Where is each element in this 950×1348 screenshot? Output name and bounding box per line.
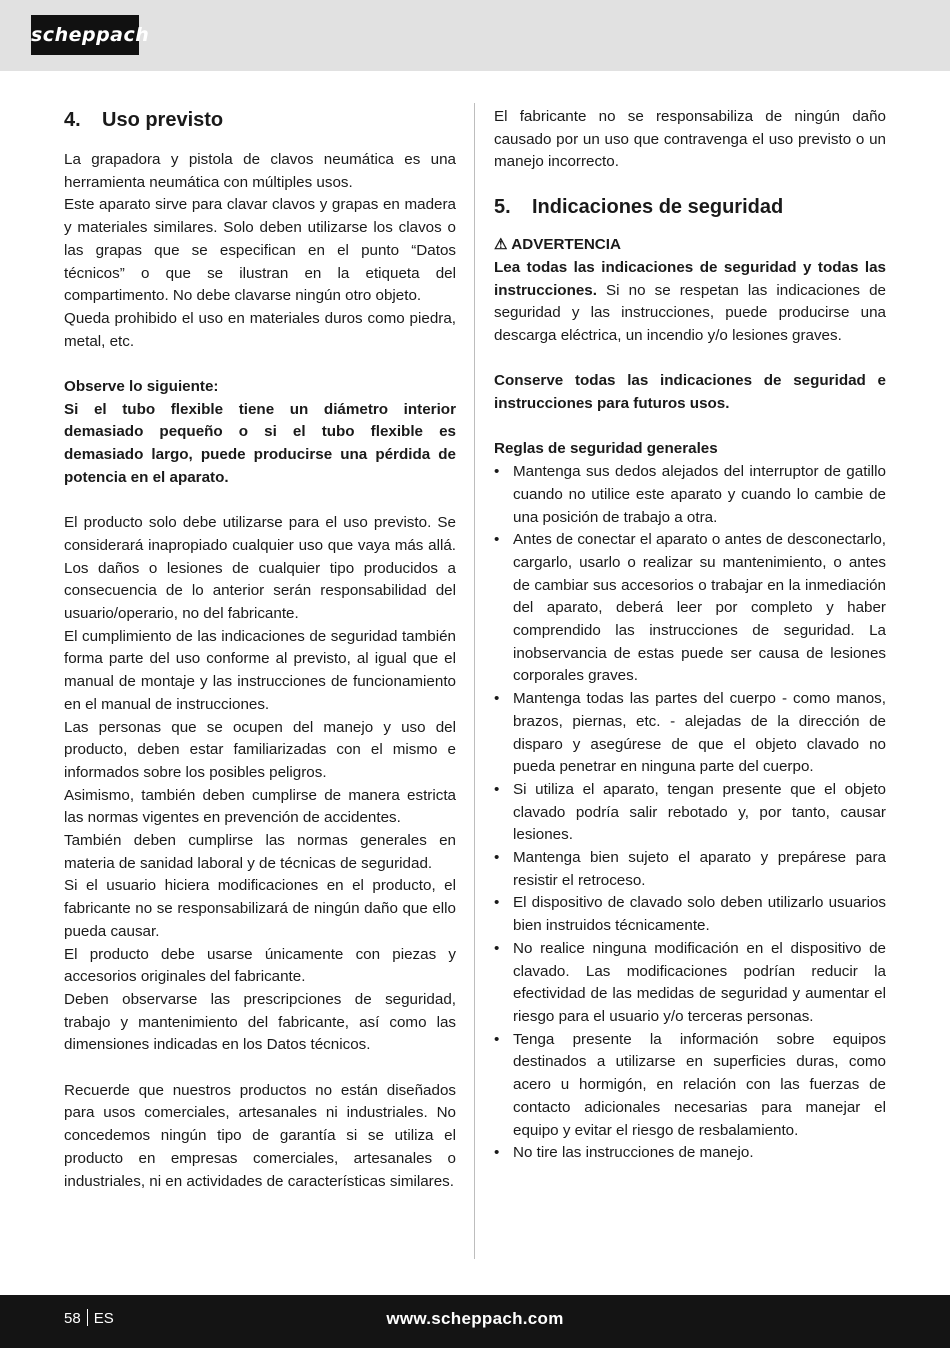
paragraph: Asimismo, también deben cumplirse de manera estricta las normas vigentes en prevención de accidentes. <box>64 786 456 827</box>
list-item: • El dispositivo de clavado solo deben utilizarlo usuarios bien instruidos técnicamente. <box>494 892 886 937</box>
warning-bold: Lea todas las indicaciones de seguridad y todas las instrucciones. <box>494 258 886 299</box>
language-code: ES <box>93 1310 114 1327</box>
list-item: • Mantenga sus dedos alejados del interruptor de gatillo cuando no utilice este aparato y cuando lo cambie de una posición de trabajo a otra. <box>494 461 886 529</box>
right-column <box>494 106 886 1165</box>
paragraph: Este aparato sirve para clavar clavos y grapas en madera y materiales similares. Solo deben utilizarse los clavos o las grapas que se especifican en el punto “Datos técnicos” o que se ilustran en la etiqueta del compartimento. No debe clavarse ningún otro objeto. <box>64 196 456 305</box>
list-item: • Mantenga todas las partes del cuerpo - como manos, brazos, piernas, etc. - alejadas de la dirección de disparo y asegúrese de que el objeto clavado no pueda penetrar en ninguna parte del cuerpo. <box>494 688 886 779</box>
paragraph: El fabricante no se responsabiliza de ningún daño causado por un uso que contravenga el uso previsto o un manejo incorrecto. <box>494 108 886 171</box>
paragraph: Las personas que se ocupen del manejo y uso del producto, deben estar familiarizadas con el mismo e informados sobre los posibles peligros. <box>64 718 456 781</box>
paragraph: Queda prohibido el uso en materiales duros como piedra, metal, etc. <box>64 309 456 350</box>
paragraph: El producto solo debe utilizarse para el uso previsto. Se considerará inapropiado cualquier uso que vaya más allá. Los daños o lesiones de cualquier tipo producidos a consecuencia de lo anterior serán responsabilidad del usuario/operario, no del fabricante. <box>64 514 456 623</box>
note-text: Si el tubo flexible tiene un diámetro interior demasiado pequeño o si el tubo flexible es demasiado largo, puede producirse una pérdida de potencia en el aparato. <box>64 400 456 486</box>
section-5-heading <box>494 193 886 221</box>
list-item: • Mantenga bien sujeto el aparato y prepárese para resistir el retroceso. <box>494 847 886 892</box>
list-item: • Tenga presente la información sobre equipos destinados a utilizarse en superficies duras, como acero u hormigón, en relación con las fuerzas de contacto adicionales necesarias para manejar el equipo y evitar el riesgo de resbalamiento. <box>494 1029 886 1143</box>
warning-label: ⚠ ADVERTENCIA <box>494 236 621 254</box>
section-4-title: Uso previsto <box>102 109 224 131</box>
page-header <box>0 0 950 71</box>
warning-paragraph <box>494 257 886 348</box>
left-column <box>64 106 456 1193</box>
rules-list <box>494 461 886 1165</box>
section-5-number: 5. <box>494 196 511 219</box>
list-item: • No realice ninguna modificación en el dispositivo de clavado. Las modificaciones podrían reducir la efectividad de las medidas de seguridad y aumentar el riesgo para el usuario y/o terceras personas. <box>494 938 886 1029</box>
website-url[interactable]: www.scheppach.com <box>386 1309 564 1328</box>
note-title: Observe lo siguiente: <box>64 378 219 396</box>
column-divider <box>474 103 475 1259</box>
rules-title: Reglas de seguridad generales <box>494 440 718 458</box>
list-item: • Si utiliza el aparato, tengan presente que el objeto clavado podría salir rebotado y, por tanto, causar lesiones. <box>494 779 886 847</box>
page-number: 58 <box>64 1310 81 1327</box>
section-4-number: 4. <box>64 109 81 131</box>
page-footer <box>0 1295 950 1348</box>
section-4-heading <box>64 106 456 134</box>
paragraph: Deben observarse las prescripciones de seguridad, trabajo y mantenimiento del fabricante, así como las dimensiones indicadas en los Datos técnicos. <box>64 990 456 1054</box>
paragraph: Recuerde que nuestros productos no están diseñados para usos comerciales, artesanales ni industriales. No concedemos ningún tipo de garantía si se utiliza el producto en empresas comerciales, artesanales o industriales, ni en actividades de características similares. <box>64 1081 456 1190</box>
section-5-title: Indicaciones de seguridad <box>532 196 784 219</box>
list-item: • No tire las instrucciones de manejo. <box>494 1142 886 1165</box>
paragraph: El cumplimiento de las indicaciones de seguridad también forma parte del uso conforme al previsto, al igual que el manual de montaje y las instrucciones de funcionamiento en el manual de instrucciones. <box>64 627 456 713</box>
paragraph: La grapadora y pistola de clavos neumática es una herramienta neumática con múltiples usos. <box>64 151 456 191</box>
brand-logo: scheppach <box>31 15 139 55</box>
warning-text: Si no se respetan las indicaciones de seguridad y las instrucciones, puede producirse una descarga eléctrica, un incendio y/o lesiones graves. <box>494 281 886 344</box>
keep-instructions: Conserve todas las indicaciones de seguridad e instrucciones para futuros usos. <box>494 372 886 413</box>
list-item: • Antes de conectar el aparato o antes de desconectarlo, cargarlo, usarlo o realizar su mantenimiento, o antes de cambiar sus accesorios o trabajar en la inmediación del aparato, deberá leer por completo y haber comprendido las instrucciones de seguridad. La inobservancia de estas puede ser causa de lesiones corporales graves. <box>494 529 886 688</box>
paragraph: El producto debe usarse únicamente con piezas y accesorios originales del fabricante. <box>64 945 456 986</box>
paragraph: Si el usuario hiciera modificaciones en el producto, el fabricante no se responsabilizará de ningún daño que ello pueda causar. <box>64 877 456 940</box>
paragraph: También deben cumplirse las normas generales en materia de sanidad laboral y de técnicas de seguridad. <box>64 832 456 872</box>
